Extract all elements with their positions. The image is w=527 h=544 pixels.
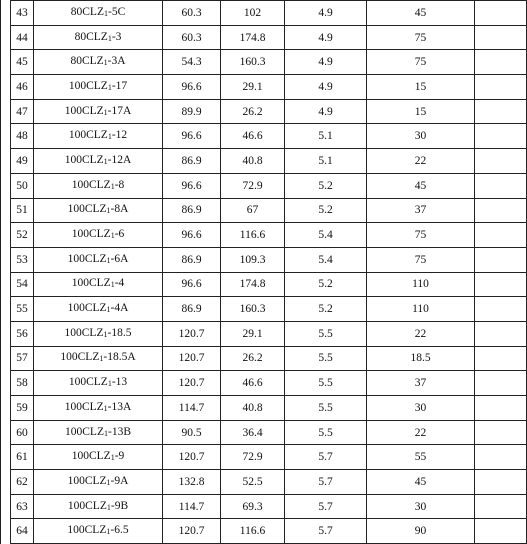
- model-subscript: 1: [110, 231, 115, 241]
- npsh-cell: 4.9: [285, 25, 367, 50]
- model-base: 100CLZ: [67, 203, 107, 216]
- flow-cell: 86.9: [163, 297, 221, 322]
- model-subscript: 1: [106, 502, 111, 512]
- head-cell: 29.1: [221, 75, 285, 100]
- npsh-cell: 5.2: [285, 297, 367, 322]
- npsh-cell: 5.4: [285, 223, 367, 248]
- flow-cell: 89.9: [163, 99, 221, 124]
- blank-cell: [475, 1, 527, 26]
- model-suffix: -8: [114, 178, 125, 191]
- row-number-cell: 58: [11, 371, 34, 396]
- model-suffix: -17: [111, 79, 128, 92]
- table-row: [11, 420, 527, 445]
- model-cell: [34, 99, 163, 124]
- model-subscript: 1: [99, 354, 104, 364]
- model-suffix: -9: [114, 450, 125, 463]
- row-number-cell: 48: [11, 124, 34, 149]
- row-number-cell: 56: [11, 321, 34, 346]
- model-base: 100CLZ: [67, 474, 107, 487]
- flow-cell: 114.7: [163, 396, 221, 421]
- model-cell: [34, 223, 163, 248]
- npsh-cell: 5.5: [285, 371, 367, 396]
- blank-cell: [475, 124, 527, 149]
- model-subscript: 1: [103, 329, 108, 339]
- table-row: [11, 272, 527, 297]
- table-row: [11, 1, 527, 26]
- model-suffix: -12: [111, 129, 128, 142]
- power-cell: 55: [367, 445, 475, 470]
- npsh-cell: 5.7: [285, 494, 367, 519]
- model-base: 100CLZ: [60, 351, 100, 364]
- model-subscript: 1: [106, 305, 111, 315]
- flow-cell: 96.6: [163, 223, 221, 248]
- head-cell: 46.6: [221, 124, 285, 149]
- model-suffix: -13A: [107, 400, 132, 413]
- model-cell: [34, 173, 163, 198]
- head-cell: 116.6: [221, 223, 285, 248]
- power-cell: 22: [367, 321, 475, 346]
- model-suffix: -9B: [110, 499, 129, 512]
- blank-cell: [475, 297, 527, 322]
- power-cell: 22: [367, 420, 475, 445]
- flow-cell: 96.6: [163, 272, 221, 297]
- table-row: [11, 223, 527, 248]
- model-suffix: -3A: [107, 55, 126, 68]
- model-subscript: 1: [103, 107, 108, 117]
- row-number-cell: 47: [11, 99, 34, 124]
- row-number-cell: 61: [11, 445, 34, 470]
- model-base: 100CLZ: [67, 252, 107, 265]
- head-cell: 102: [221, 1, 285, 26]
- table-row: [11, 346, 527, 371]
- model-base: 100CLZ: [68, 79, 108, 92]
- power-cell: 75: [367, 50, 475, 75]
- table-row: [11, 470, 527, 495]
- head-cell: 40.8: [221, 149, 285, 174]
- model-cell: [34, 50, 163, 75]
- blank-cell: [475, 272, 527, 297]
- flow-cell: 60.3: [163, 1, 221, 26]
- model-subscript: 1: [110, 181, 115, 191]
- npsh-cell: 5.2: [285, 272, 367, 297]
- blank-cell: [475, 371, 527, 396]
- flow-cell: 96.6: [163, 124, 221, 149]
- power-cell: 15: [367, 99, 475, 124]
- model-subscript: 1: [103, 403, 108, 413]
- npsh-cell: 5.7: [285, 470, 367, 495]
- head-cell: 26.2: [221, 99, 285, 124]
- head-cell: 109.3: [221, 247, 285, 272]
- power-cell: 45: [367, 1, 475, 26]
- flow-cell: 86.9: [163, 198, 221, 223]
- model-base: 100CLZ: [71, 178, 111, 191]
- npsh-cell: 5.5: [285, 420, 367, 445]
- model-suffix: -8A: [110, 203, 129, 216]
- npsh-cell: 5.1: [285, 124, 367, 149]
- table-row: [11, 519, 527, 544]
- model-suffix: -12A: [107, 153, 132, 166]
- model-suffix: -13: [111, 376, 128, 389]
- power-cell: 18.5: [367, 346, 475, 371]
- power-cell: 90: [367, 519, 475, 544]
- model-base: 100CLZ: [64, 400, 104, 413]
- flow-cell: 60.3: [163, 25, 221, 50]
- row-number-cell: 57: [11, 346, 34, 371]
- npsh-cell: 5.2: [285, 198, 367, 223]
- blank-cell: [475, 445, 527, 470]
- flow-cell: 86.9: [163, 149, 221, 174]
- flow-cell: 120.7: [163, 346, 221, 371]
- table-body: [11, 1, 527, 544]
- model-base: 80CLZ: [70, 55, 104, 68]
- model-base: 100CLZ: [67, 524, 107, 537]
- flow-cell: 120.7: [163, 519, 221, 544]
- blank-cell: [475, 75, 527, 100]
- model-subscript: 1: [106, 527, 111, 537]
- head-cell: 46.6: [221, 371, 285, 396]
- npsh-cell: 5.7: [285, 445, 367, 470]
- table-row: [11, 494, 527, 519]
- power-cell: 37: [367, 371, 475, 396]
- npsh-cell: 4.9: [285, 75, 367, 100]
- row-number-cell: 49: [11, 149, 34, 174]
- head-cell: 160.3: [221, 297, 285, 322]
- blank-cell: [475, 494, 527, 519]
- power-cell: 45: [367, 173, 475, 198]
- model-suffix: -4A: [110, 302, 129, 315]
- row-number-cell: 54: [11, 272, 34, 297]
- model-cell: [34, 371, 163, 396]
- model-cell: [34, 198, 163, 223]
- model-cell: [34, 297, 163, 322]
- power-cell: 37: [367, 198, 475, 223]
- pump-spec-table: [10, 0, 527, 544]
- row-number-cell: 53: [11, 247, 34, 272]
- blank-cell: [475, 223, 527, 248]
- table-row: [11, 297, 527, 322]
- model-base: 100CLZ: [71, 277, 111, 290]
- table-row: [11, 99, 527, 124]
- table-row: [11, 198, 527, 223]
- model-cell: [34, 1, 163, 26]
- head-cell: 69.3: [221, 494, 285, 519]
- model-cell: [34, 519, 163, 544]
- head-cell: 160.3: [221, 50, 285, 75]
- model-subscript: 1: [110, 280, 115, 290]
- row-number-cell: 43: [11, 1, 34, 26]
- table-row: [11, 124, 527, 149]
- table-row: [11, 75, 527, 100]
- row-number-cell: 44: [11, 25, 34, 50]
- model-base: 100CLZ: [71, 450, 111, 463]
- row-number-cell: 62: [11, 470, 34, 495]
- model-subscript: 1: [103, 156, 108, 166]
- model-base: 100CLZ: [71, 228, 111, 241]
- blank-cell: [475, 149, 527, 174]
- model-suffix: -17A: [107, 104, 132, 117]
- model-cell: [34, 75, 163, 100]
- model-subscript: 1: [107, 33, 112, 43]
- head-cell: 72.9: [221, 173, 285, 198]
- model-base: 100CLZ: [64, 104, 104, 117]
- power-cell: 45: [367, 470, 475, 495]
- head-cell: 72.9: [221, 445, 285, 470]
- table-row: [11, 247, 527, 272]
- blank-cell: [475, 346, 527, 371]
- blank-cell: [475, 25, 527, 50]
- model-subscript: 1: [106, 255, 111, 265]
- table-row: [11, 445, 527, 470]
- row-number-cell: 52: [11, 223, 34, 248]
- blank-cell: [475, 198, 527, 223]
- head-cell: 174.8: [221, 25, 285, 50]
- model-suffix: -3: [111, 30, 122, 43]
- power-cell: 75: [367, 247, 475, 272]
- head-cell: 174.8: [221, 272, 285, 297]
- model-base: 100CLZ: [68, 376, 108, 389]
- power-cell: 22: [367, 149, 475, 174]
- model-suffix: -6.5: [110, 524, 129, 537]
- row-number-cell: 64: [11, 519, 34, 544]
- power-cell: 75: [367, 25, 475, 50]
- model-cell: [34, 396, 163, 421]
- flow-cell: 120.7: [163, 371, 221, 396]
- row-number-cell: 60: [11, 420, 34, 445]
- blank-cell: [475, 519, 527, 544]
- blank-cell: [475, 99, 527, 124]
- model-subscript: 1: [103, 58, 108, 68]
- flow-cell: 120.7: [163, 321, 221, 346]
- model-base: 100CLZ: [65, 425, 104, 438]
- npsh-cell: 5.2: [285, 173, 367, 198]
- power-cell: 30: [367, 494, 475, 519]
- model-cell: [34, 494, 163, 519]
- model-subscript: 1: [110, 453, 115, 463]
- head-cell: 52.5: [221, 470, 285, 495]
- npsh-cell: 5.5: [285, 346, 367, 371]
- model-base: 100CLZ: [67, 302, 107, 315]
- model-subscript: 1: [107, 132, 112, 142]
- model-suffix: -6: [114, 228, 125, 241]
- flow-cell: 86.9: [163, 247, 221, 272]
- blank-cell: [475, 247, 527, 272]
- table-row: [11, 321, 527, 346]
- model-base: 100CLZ: [67, 499, 107, 512]
- blank-cell: [475, 173, 527, 198]
- model-cell: [34, 124, 163, 149]
- model-base: 100CLZ: [64, 153, 104, 166]
- blank-cell: [475, 50, 527, 75]
- row-number-cell: 50: [11, 173, 34, 198]
- table-row: [11, 371, 527, 396]
- model-base: 80CLZ: [74, 30, 108, 43]
- blank-cell: [475, 396, 527, 421]
- model-subscript: 1: [106, 477, 111, 487]
- power-cell: 75: [367, 223, 475, 248]
- flow-cell: 54.3: [163, 50, 221, 75]
- npsh-cell: 5.4: [285, 247, 367, 272]
- head-cell: 40.8: [221, 396, 285, 421]
- model-cell: [34, 25, 163, 50]
- flow-cell: 132.8: [163, 470, 221, 495]
- npsh-cell: 5.7: [285, 519, 367, 544]
- power-cell: 30: [367, 124, 475, 149]
- model-cell: [34, 321, 163, 346]
- row-number-cell: 46: [11, 75, 34, 100]
- model-subscript: 1: [107, 82, 112, 92]
- row-number-cell: 63: [11, 494, 34, 519]
- flow-cell: 96.6: [163, 173, 221, 198]
- table-row: [11, 149, 527, 174]
- model-cell: [34, 149, 163, 174]
- head-cell: 67: [221, 198, 285, 223]
- model-suffix: -6A: [110, 252, 129, 265]
- model-base: 100CLZ: [64, 326, 104, 339]
- model-suffix: -4: [114, 277, 125, 290]
- table-row: [11, 50, 527, 75]
- table-row: [11, 173, 527, 198]
- page-border-left: [0, 0, 1, 544]
- power-cell: 15: [367, 75, 475, 100]
- head-cell: 116.6: [221, 519, 285, 544]
- npsh-cell: 4.9: [285, 50, 367, 75]
- head-cell: 26.2: [221, 346, 285, 371]
- npsh-cell: 5.5: [285, 396, 367, 421]
- table-row: [11, 25, 527, 50]
- model-suffix: -13B: [107, 425, 131, 438]
- model-cell: [34, 247, 163, 272]
- head-cell: 29.1: [221, 321, 285, 346]
- power-cell: 110: [367, 297, 475, 322]
- model-subscript: 1: [103, 428, 108, 438]
- blank-cell: [475, 470, 527, 495]
- npsh-cell: 5.1: [285, 149, 367, 174]
- model-cell: [34, 420, 163, 445]
- row-number-cell: 59: [11, 396, 34, 421]
- model-subscript: 1: [107, 379, 112, 389]
- flow-cell: 120.7: [163, 445, 221, 470]
- blank-cell: [475, 420, 527, 445]
- power-cell: 30: [367, 396, 475, 421]
- npsh-cell: 4.9: [285, 99, 367, 124]
- model-suffix: -5C: [107, 5, 126, 18]
- model-suffix: -18.5: [107, 326, 132, 339]
- blank-cell: [475, 321, 527, 346]
- table-row: [11, 396, 527, 421]
- model-cell: [34, 445, 163, 470]
- npsh-cell: 5.5: [285, 321, 367, 346]
- row-number-cell: 51: [11, 198, 34, 223]
- model-cell: [34, 470, 163, 495]
- npsh-cell: 4.9: [285, 1, 367, 26]
- model-subscript: 1: [106, 206, 111, 216]
- flow-cell: 90.5: [163, 420, 221, 445]
- model-cell: [34, 346, 163, 371]
- model-suffix: -18.5A: [103, 351, 136, 364]
- power-cell: 110: [367, 272, 475, 297]
- model-suffix: -9A: [110, 474, 129, 487]
- flow-cell: 96.6: [163, 75, 221, 100]
- row-number-cell: 45: [11, 50, 34, 75]
- head-cell: 36.4: [221, 420, 285, 445]
- model-base: 100CLZ: [68, 129, 108, 142]
- row-number-cell: 55: [11, 297, 34, 322]
- flow-cell: 114.7: [163, 494, 221, 519]
- model-subscript: 1: [103, 8, 108, 18]
- model-cell: [34, 272, 163, 297]
- model-base: 80CLZ: [70, 5, 104, 18]
